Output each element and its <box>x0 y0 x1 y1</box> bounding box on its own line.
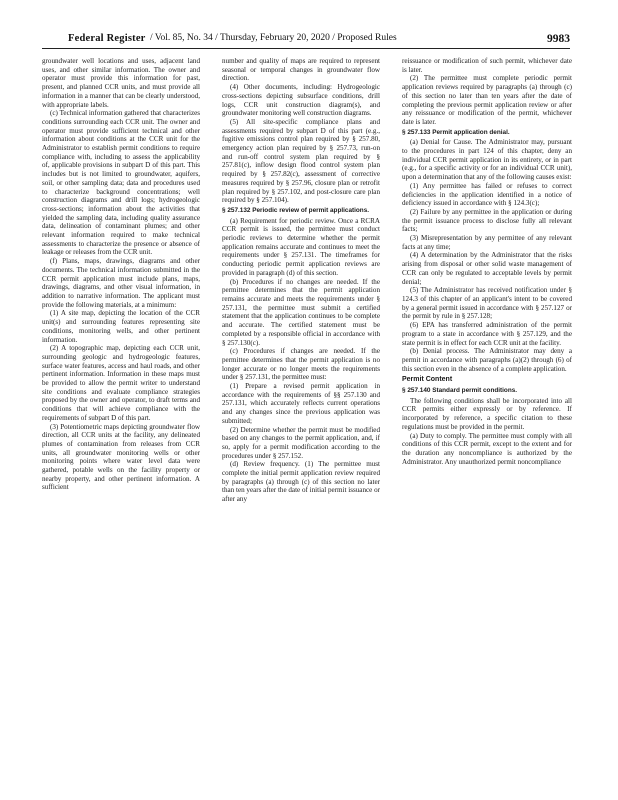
paragraph: reissuance or modification of such permit, whichever date is later. <box>402 57 572 74</box>
paragraph: (2) Failure by any permittee in the application or during the permit issuance process to disclose fully all relevant facts; <box>402 207 572 234</box>
issue-info: / Vol. 85, No. 34 / Thursday, February 20, 2020 / Proposed Rules <box>150 33 397 43</box>
paragraph: (2) A topographic map, depicting each CCR unit, surrounding geologic and hydrogeologic features, surface water features, access and haul roads, and other pertinent information. Information in these maps must be provided to allow the permit writer to understand site conditions and evaluate compliance strategies proposed by the owner and operator, to draft terms and conditions that will achieve compliance with the requirements of subpart D of this part. <box>42 344 200 422</box>
page-number: 9983 <box>547 33 570 45</box>
paragraph: groundwater well locations and uses, adjacent land uses, and other similar information. The owner and operator must provide this information for past, present, and planned CCR units, and must provide all information in a manner that can be clearly understood, with appropriate labels. <box>42 57 200 109</box>
paragraph: (3) Potentiometric maps depicting groundwater flow direction, all CCR units at the facility, any delineated plumes of contamination from releases from CCR units, all groundwater monitoring wells or other monitoring points where water level data were gathered, potable wells on the facility property or nearby property, and other pertinent information. A sufficient <box>42 422 200 492</box>
paragraph: (a) Requirement for periodic review. Once a RCRA CCR permit is issued, the permittee must conduct periodic reviews to determine whether the permit application remains accurate and continues to meet the requirements under § 257.131. The timeframes for conducting periodic permit application reviews are provided in paragraph (d) of this section. <box>222 216 380 277</box>
section-heading: § 257.140 Standard permit conditions. <box>402 387 518 395</box>
publication-title: Federal Register <box>68 33 146 44</box>
paragraph: (4) A determination by the Administrator that the risks arising from disposal or other solid waste management of CCR can only be regulated to acceptable levels by permit denial; <box>402 251 572 286</box>
paragraph: The following conditions shall be incorporated into all CCR permits either expressly or by reference. If incorporated by reference, a specific citation to these regulations must be provided in the permit. <box>402 396 572 431</box>
paragraph: (4) Other documents, including: Hydrogeologic cross-sections depicting subsurface conditions, drill logs, CCR unit construction diagram(s), and groundwater monitoring well construction diagrams. <box>222 83 380 118</box>
paragraph: (1) Prepare a revised permit application in accordance with the requirements of §§ 257.130 and 257.131, which accurately reflects current operations and any changes since the previous application was submitted; <box>222 382 380 425</box>
paragraph: (2) Determine whether the permit must be modified based on any changes to the permit application, and, if so, apply for a permit modification according to the procedures under § 257.152. <box>222 425 380 460</box>
running-header <box>68 33 570 47</box>
paragraph: number and quality of maps are required to represent seasonal or temporal changes in groundwater flow direction. <box>222 57 380 83</box>
paragraph: (1) A site map, depicting the location of the CCR unit(s) and surrounding features representing site conditions, monitoring wells, and other pertinent information. <box>42 309 200 344</box>
column-2 <box>222 57 380 780</box>
paragraph: (2) The permittee must complete periodic permit application reviews required by paragraphs (a) through (c) of this section no later than ten years after the date of completing the previous permit application review or after any reissuance or modification of the permit, whichever date is later. <box>402 74 572 126</box>
paragraph: (c) Technical information gathered that characterizes conditions surrounding each CCR unit. The owner and operator must provide sufficient technical and other information about conditions at the CCR unit for the Administrator to establish permit conditions to require compliance with, including to assess the applicability of, applicable provisions in subpart D of this part. This includes but is not limited to groundwater, aquifers, soil, or other sampling data; data and procedures used to characterize background concentrations; well construction diagrams and drill logs; hydrogeologic cross-sections; information about the activities that yielded the sampling data, including quality assurance data, delineation of contaminant plumes; and other relevant information required to make technical assessments to characterize the presence or absence of leakage or releases from the CCR unit. <box>42 109 200 257</box>
paragraph: (1) Any permittee has failed or refuses to correct deficiencies in the application identified in a notice of deficiency issued in accordance with § 124.3(c); <box>402 181 572 208</box>
subheading: Permit Content <box>402 376 453 384</box>
paragraph: (6) EPA has transferred administration of the permit program to a state in accordance with § 257.129, and the state permit is in effect for each CCR unit at the facility. <box>402 321 572 347</box>
paragraph: (b) Denial process. The Administrator may deny a permit in accordance with paragraphs (a)(2) through (6) of this section even in the absence of a complete application. <box>402 347 572 373</box>
column-3 <box>402 57 572 780</box>
paragraph: (b) Procedures if no changes are needed. If the permittee determines that the permit application remains accurate and meets the requirements under § 257.131, the permittee must submit a certified statement that the application continues to be complete and accurate. The certified statement must be completed by a responsible official in accordance with § 257.130(c). <box>222 277 380 347</box>
column-1 <box>42 57 200 780</box>
paragraph: (5) The Administrator has received notification under § 124.3 of this chapter of an applicant's intent to be covered by a general permit issued in accordance with § 257.127 or the permit by rule in § 257.128; <box>402 286 572 321</box>
paragraph: (c) Procedures if changes are needed. If the permittee determines that the permit application is no longer accurate or no longer meets the requirements under § 257.131, the permittee must: <box>222 347 380 382</box>
body-columns <box>42 57 572 780</box>
paragraph: (d) Review frequency. (1) The permittee must complete the initial permit application review required by paragraphs (a) through (c) of this section no later than ten years after the date of initial permit issuance or after any <box>222 460 380 504</box>
header-rule <box>42 48 570 49</box>
section-heading: § 257.133 Permit application denial. <box>402 128 510 136</box>
paragraph: (5) All site-specific compliance plans and assessments required by subpart D of this part (e.g., fugitive emissions control plan required by § 257.80, emergency action plan required by § 257.73, run-on and run-off control system plan required by § 257.81(c), inflow design flood control system plan required by § 257.82(c), assessment of corrective measures required by § 257.96, closure plan or retrofit plan required by § 257.102, and post-closure care plan required by § 257.104). <box>222 117 380 205</box>
paragraph: (3) Misrepresentation by any permittee of any relevant facts at any time; <box>402 234 572 251</box>
paragraph: (f) Plans, maps, drawings, diagrams and other documents. The technical information submitted in the CCR permit application must include plans, maps, drawings, diagrams, and other visual information, in addition to narrative information. The applicant must provide the following materials, at a minimum: <box>42 257 200 309</box>
paragraph: (a) Duty to comply. The permittee must comply with all conditions of this CCR permit, except to the extent and for the duration any noncompliance is authorized by the Administrator. Any unauthorized permit noncompliance <box>402 431 572 466</box>
paragraph: (a) Denial for Cause. The Administrator may, pursuant to the procedures in part 124 of this chapter, deny an individual CCR permit application in its entirety, or in part (e.g., for a specific activity or for an individual CCR unit), upon a determination that any of the following causes exist: <box>402 138 572 182</box>
section-heading: § 257.132 Periodic review of permit applications. <box>222 206 370 214</box>
